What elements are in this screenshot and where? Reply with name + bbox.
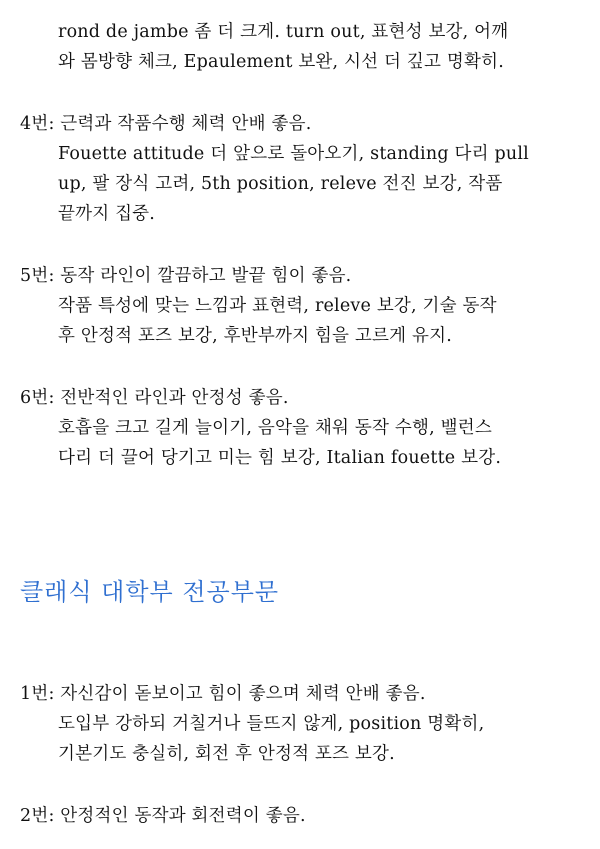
item-2-summary: 2번: 안정적인 동작과 회전력이 좋음. (20, 806, 306, 826)
item-6-summary: 6번: 전반적인 라인과 안정성 좋음. (20, 388, 289, 408)
section-heading: 클래식 대학부 전공부문 (20, 578, 280, 606)
item-5-line-1: 작품 특성에 맞는 느낌과 표현력, releve 보강, 기술 동작 (58, 296, 497, 316)
item-1-line-2: 기본기도 충실히, 회전 후 안정적 포즈 보강. (58, 744, 395, 764)
item-1-line-1: 도입부 강하되 거칠거나 들뜨지 않게, position 명확히, (58, 714, 485, 734)
item-5-line-2: 후 안정적 포즈 보강, 후반부까지 힘을 고르게 유지. (58, 326, 452, 346)
intro-line-2: 와 몸방향 체크, Epaulement 보완, 시선 더 깊고 명확히. (58, 52, 504, 72)
item-6-line-2: 다리 더 끌어 당기고 미는 힘 보강, Italian fouette 보강. (58, 448, 502, 468)
item-4-summary: 4번: 근력과 작품수행 체력 안배 좋음. (20, 114, 312, 134)
item-1-summary: 1번: 자신감이 돋보이고 힘이 좋으며 체력 안배 좋음. (20, 684, 426, 704)
intro-line-1: rond de jambe 좀 더 크게. turn out, 표현성 보강, 어깨 (58, 22, 509, 42)
item-4-line-3: 끝까지 집중. (58, 204, 156, 224)
item-6-line-1: 호흡을 크고 길게 늘이기, 음악을 채워 동작 수행, 밸런스 (58, 418, 492, 438)
item-4-line-1: Fouette attitude 더 앞으로 돌아오기, standing 다리 pull (58, 144, 529, 164)
item-4-line-2: up, 팔 장식 고려, 5th position, releve 전진 보강, 작품 (58, 174, 503, 194)
item-5-summary: 5번: 동작 라인이 깔끔하고 발끝 힘이 좋음. (20, 266, 352, 286)
